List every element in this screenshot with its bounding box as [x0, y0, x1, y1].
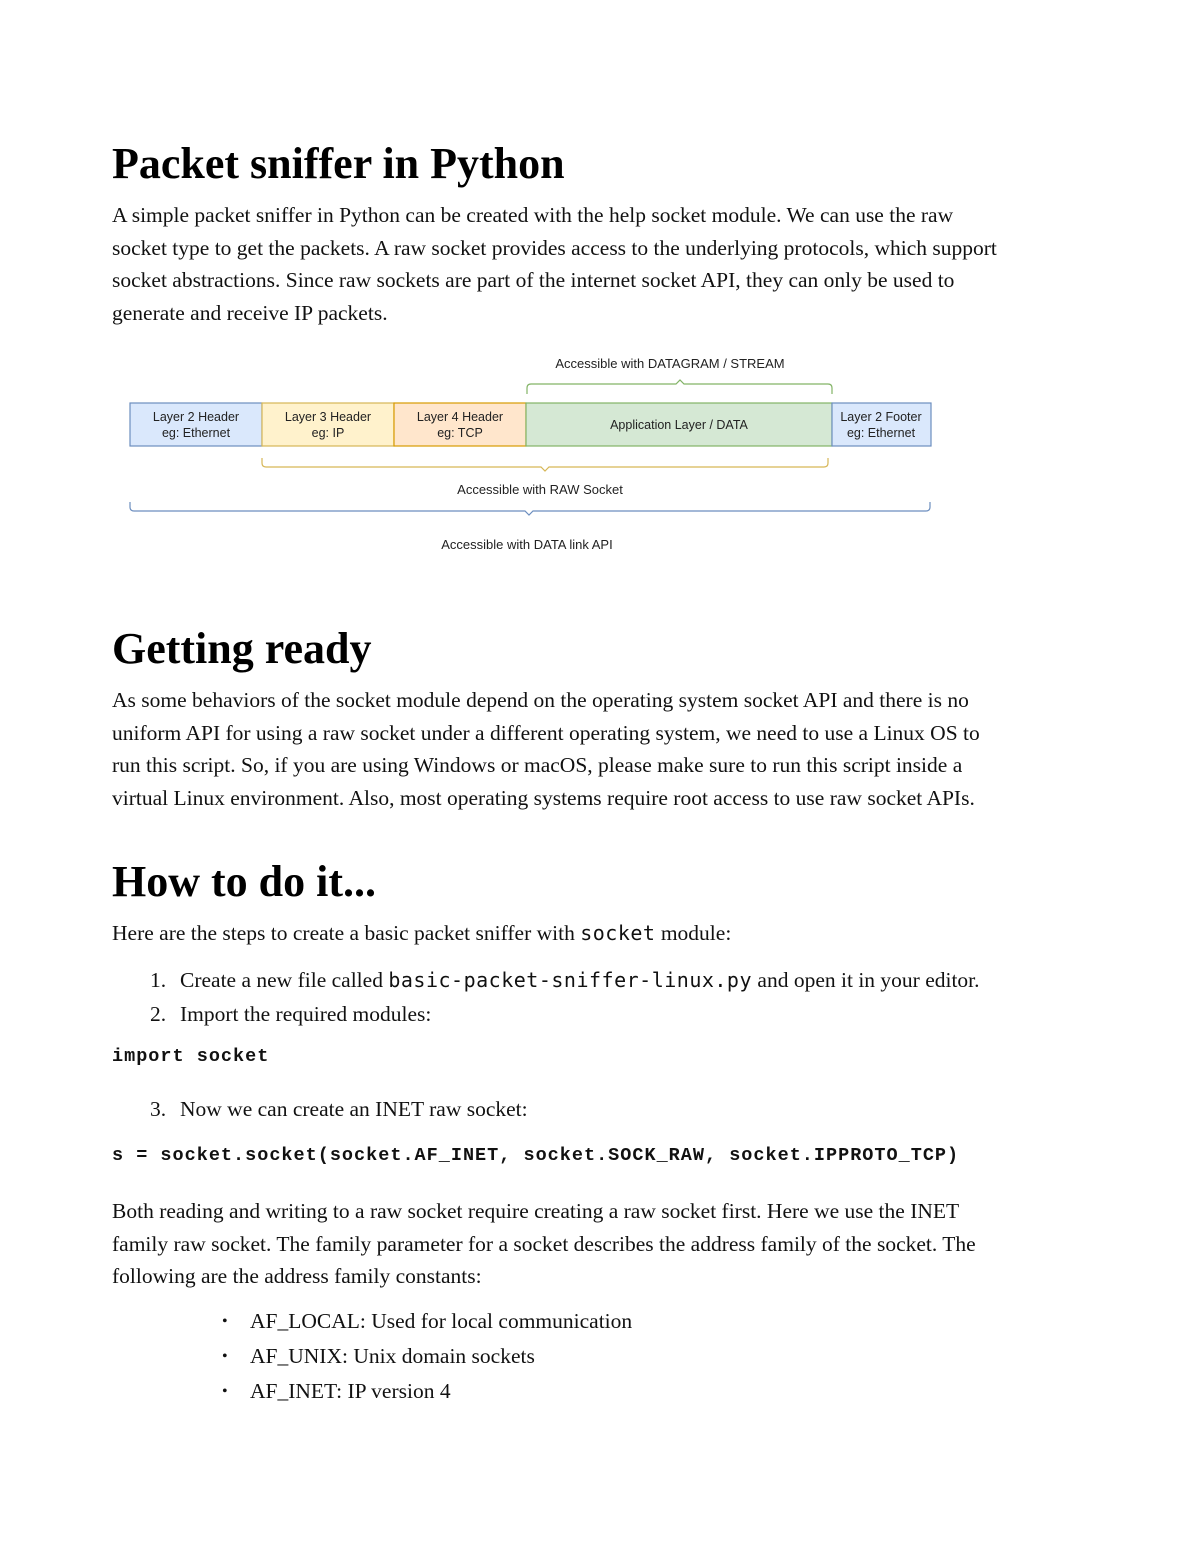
step-item — [150, 1097, 528, 1122]
packet-layers-diagram — [0, 340, 1200, 570]
step-number: 3. — [150, 1097, 167, 1121]
box-label-line1: Application Layer / DATA — [610, 418, 748, 432]
paragraph-line: run this script. So, if you are using Windows or macOS, please make sure to run this script inside a — [112, 753, 963, 777]
paragraph-line: As some behaviors of the socket module depend on the operating system socket API and there is no — [112, 688, 969, 712]
raw-socket-brace — [262, 458, 828, 471]
step-text: Create a new file called — [180, 968, 389, 992]
heading-how-to-do-it: How to do it... — [112, 857, 376, 906]
code-block-import: import socket — [112, 1046, 270, 1067]
bullet-icon: • — [222, 1383, 228, 1400]
header-box-layer3 — [262, 403, 394, 446]
box-label-line2: eg: Ethernet — [161, 426, 231, 440]
paragraph-line: Both reading and writing to a raw socket require creating a raw socket first. Here we use the INET — [112, 1199, 960, 1223]
paragraph-line: A simple packet sniffer in Python can be created with the help socket module. We can use the raw — [112, 203, 954, 227]
step-number: 1. — [150, 968, 167, 992]
raw-socket-label: Accessible with RAW Socket — [457, 482, 623, 497]
heading-getting-ready: Getting ready — [112, 624, 372, 673]
box-label-line1: Layer 3 Header — [284, 410, 372, 424]
step-text: Now we can create an INET raw socket: — [180, 1097, 528, 1121]
footer-box-layer2 — [832, 403, 931, 446]
paragraph-line: socket abstractions. Since raw sockets are part of the internet socket API, they can only be used to — [112, 268, 955, 292]
getting-ready-paragraph — [112, 684, 1087, 814]
bullet-icon: • — [222, 1348, 228, 1365]
steps-intro — [112, 917, 1087, 950]
address-family-paragraph — [112, 1195, 1087, 1293]
intro-text: Here are the steps to create a basic packet sniffer with — [112, 921, 581, 945]
paragraph-line: uniform API for using a raw socket under a different operating system, we need to use a Linux OS to — [112, 720, 980, 745]
list-item-text: AF_UNIX: Unix domain sockets — [250, 1344, 535, 1368]
box-label-line2: eg: TCP — [437, 426, 483, 440]
application-data-box — [526, 403, 832, 446]
step-text: and open it in your editor. — [752, 968, 980, 992]
paragraph-line: family raw socket. The family parameter for a socket describes the address family of the socket. The — [112, 1231, 976, 1256]
heading-packet-sniffer: Packet sniffer in Python — [112, 139, 565, 188]
code-block-socket-create: s = socket.socket(socket.AF_INET, socket.SOCK_RAW, socket.IPPROTO_TCP) — [112, 1145, 960, 1166]
paragraph-line: following are the address family constants: — [112, 1264, 482, 1288]
inline-code-socket: socket — [580, 921, 656, 945]
bullet-icon: • — [222, 1313, 228, 1330]
header-box-layer2 — [130, 403, 262, 446]
list-item-text: AF_INET: IP version 4 — [250, 1379, 451, 1403]
list-item-text: AF_LOCAL: Used for local communication — [250, 1309, 633, 1333]
paragraph-line: virtual Linux environment. Also, most operating systems require root access to use raw socket APIs. — [112, 785, 975, 810]
inline-code-filename: basic-packet-sniffer-linux.py — [388, 968, 753, 992]
list-item — [222, 1309, 632, 1334]
header-box-layer4 — [394, 403, 526, 446]
step-text: Import the required modules: — [180, 1002, 432, 1026]
step-item — [150, 1002, 431, 1027]
box-label-line1: Layer 4 Header — [416, 410, 504, 424]
paragraph-line: generate and receive IP packets. — [112, 300, 388, 325]
box-label-line2: eg: IP — [311, 426, 345, 440]
box-label-line2: eg: Ethernet — [846, 426, 916, 440]
step-item — [150, 968, 980, 993]
intro-text: module: — [655, 921, 732, 945]
datagram-stream-label: Accessible with DATAGRAM / STREAM — [555, 356, 785, 371]
list-item — [222, 1379, 451, 1404]
list-item — [222, 1344, 535, 1369]
datagram-brace — [527, 380, 832, 394]
data-link-brace — [130, 502, 930, 515]
box-label-line1: Layer 2 Header — [152, 410, 240, 424]
data-link-label: Accessible with DATA link API — [441, 537, 613, 552]
paragraph-line — [112, 917, 1087, 950]
box-label-line1: Layer 2 Footer — [840, 410, 922, 424]
paragraph-line: socket type to get the packets. A raw socket provides access to the underlying protocols, which support — [112, 235, 997, 260]
intro-paragraph — [112, 199, 1087, 329]
step-number: 2. — [150, 1002, 167, 1026]
